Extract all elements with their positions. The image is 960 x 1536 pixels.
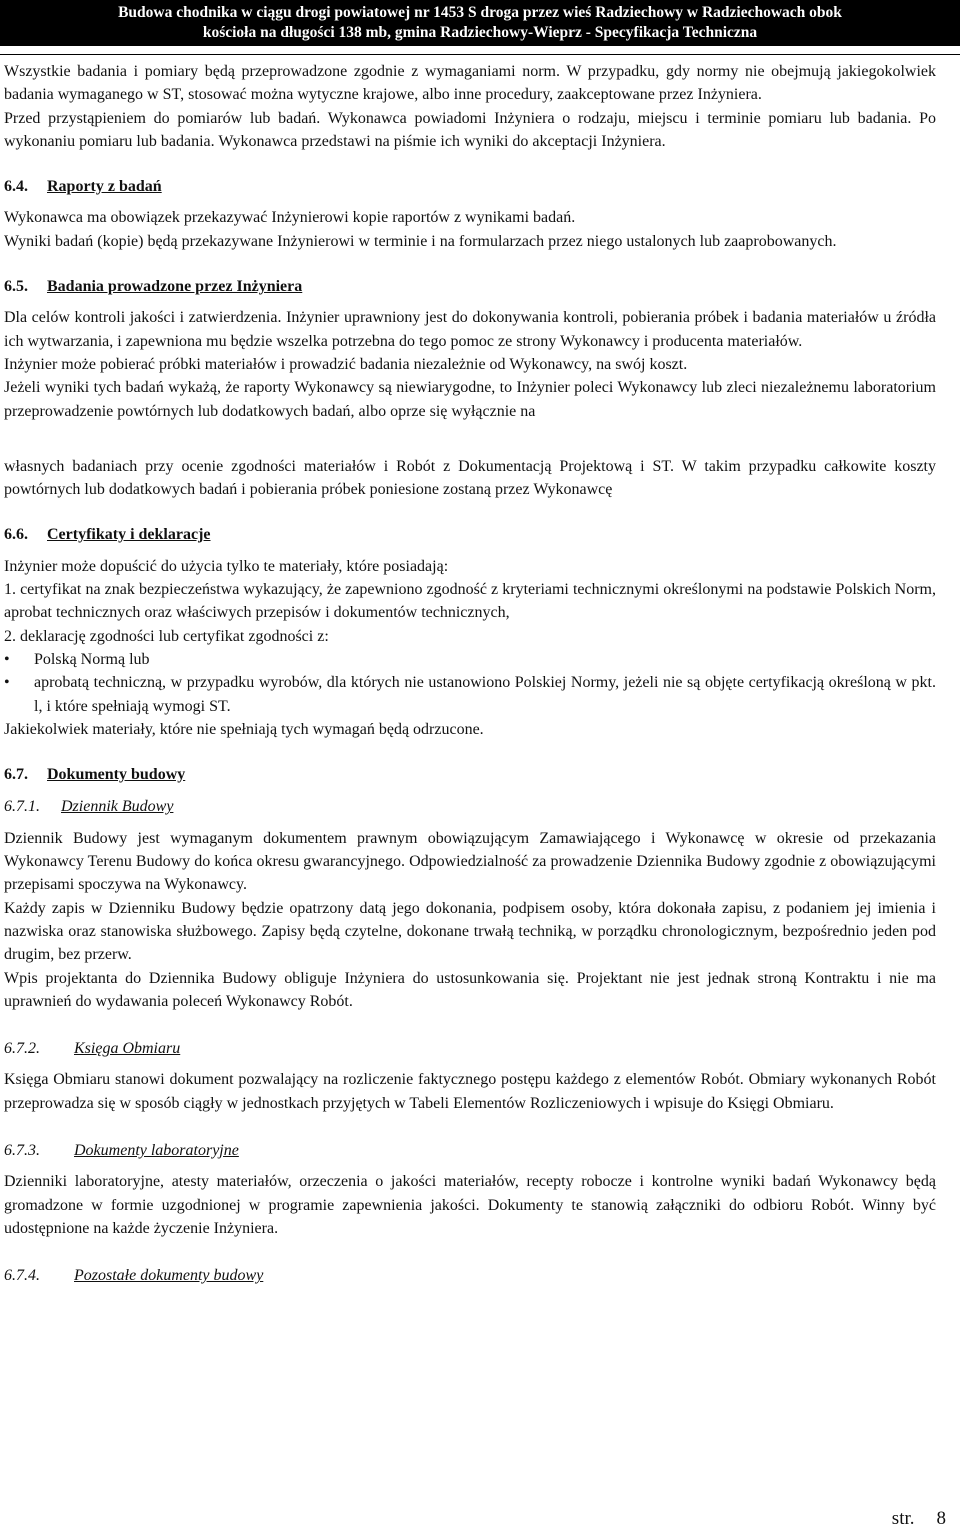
bullet-item: • aprobatą techniczną, w przypadku wyrobów, dla których nie ustanowiono Polskiej Normy, jeżeli nie są objęte certyfikacją określoną w pkt. l, i które spełniają wymogi ST. xyxy=(4,674,936,715)
list-item: 2. deklarację zgodności lub certyfikat zgodności z: xyxy=(4,627,329,645)
page-gap xyxy=(4,423,936,455)
subsection-heading-6-7-4: 6.7.4. Pozostałe dokumenty budowy xyxy=(4,1267,264,1285)
subsection-heading-6-7-1: 6.7.1. Dziennik Budowy xyxy=(4,798,174,816)
paragraph: Jakiekolwiek materiały, które nie spełniają tych wymagań będą odrzucone. xyxy=(4,720,484,738)
list-item: 1. certyfikat na znak bezpieczeństwa wykazujący, że zapewniono zgodność z kryteriami technicznymi określonymi na podstawie Polskich Norm, aprobat technicznych oraz właściwych przepisów i dokumentów technicznych, xyxy=(4,581,936,622)
paragraph: Wyniki badań (kopie) będą przekazywane Inżynierowi w terminie i na formularzach przez niego ustalonych lub zaaprobowanych. xyxy=(4,232,837,250)
bullet-item: • Polską Normą lub xyxy=(4,650,150,668)
paragraph: Jeżeli wyniki tych badań wykażą, że raporty Wykonawcy są niewiarygodne, to Inżynier poleci Wykonawcy lub zleci niezależnemu laboratorium przeprowadzenie powtórnych lub dodatkowych badań, albo oprze się wyłącznie na xyxy=(4,379,936,420)
paragraph: Księga Obmiaru stanowi dokument pozwalający na rozliczenie faktycznego postępu każdego z elementów Robót. Obmiary wykonanych Robót przeprowadza się w sposób ciągły w jednostkach przyjętych w Tabeli Elementów Rozliczeniowych i wpisuje do Księgi Obmiaru. xyxy=(4,1071,936,1112)
document-body xyxy=(4,60,936,1295)
paragraph: Wszystkie badania i pomiary będą przeprowadzone zgodnie z wymaganiami norm. W przypadku, gdy normy nie obejmują jakiegokolwiek badania wymaganego w ST, stosować można wytyczne krajowe, albo inne procedury, zaakceptowane przez Inżyniera. xyxy=(4,63,936,104)
header-rule xyxy=(0,54,960,55)
paragraph: Przed przystąpieniem do pomiarów lub badań. Wykonawca powiadomi Inżyniera o rodzaju, miejscu i terminie pomiaru lub badania. Po wykonaniu pomiaru lub badania. Wykonawca przedstawi na piśmie ich wyniki do akceptacji Inżyniera. xyxy=(4,109,936,150)
header-line-2: kościoła na długości 138 mb, gmina Radziechowy-Wieprz - Specyfikacja Techniczna xyxy=(202,24,758,41)
running-header xyxy=(0,0,960,46)
paragraph: Każdy zapis w Dzienniku Budowy będzie opatrzony datą jego dokonania, podpisem osoby, która dokonała zapisu, z podaniem jej imienia i nazwiska oraz stanowiska służbowego. Zapisy będą czytelne, dokonane trwałą techniką, w porządku chronologicznym, bezpośrednio jeden pod drugim, bez przerw. xyxy=(4,899,936,964)
paragraph: Wpis projektanta do Dziennika Budowy obliguje Inżyniera do ustosunkowania się. Projektant nie jest jednak stroną Kontraktu i nie ma uprawnień do wydawania poleceń Wykonawcy Robót. xyxy=(4,969,936,1010)
section-heading-6-4: 6.4. Raporty z badań xyxy=(4,178,162,196)
paragraph: Inżynier może pobierać próbki materiałów i prowadzić badania niezależnie od Wykonawcy, na swój koszt. xyxy=(4,355,688,373)
section-heading-6-7: 6.7. Dokumenty budowy xyxy=(4,766,186,784)
paragraph: Dziennik Budowy jest wymaganym dokumentem prawnym obowiązującym Zamawiającego i Wykonawcę w okresie od przekazania Wykonawcy Terenu Budowy do końca okresu gwarancyjnego. Odpowiedzialność za prowadzenie Dziennika Budowy zgodnie z obowiązującymi przepisami spoczywa na Wykonawcy. xyxy=(4,829,936,894)
paragraph: własnych badaniach przy ocenie zgodności materiałów i Robót z Dokumentacją Projektową i ST. W takim przypadku całkowite koszty powtórnych lub dodatkowych badań i pobierania próbek poniesione zostaną przez Wykonawcę xyxy=(4,457,936,499)
paragraph: Dla celów kontroli jakości i zatwierdzenia. Inżynier uprawniony jest do dokonywania kontroli, pobierania próbek i badania materiałów u źródła ich wytwarzania, i zapewniona mu będzie wszelka potrzebna do tego pomoc ze strony Wykonawcy i producenta materiałów. xyxy=(4,309,936,350)
page-number xyxy=(870,1508,946,1530)
paragraph: Inżynier może dopuścić do użycia tylko te materiały, które posiadają: xyxy=(4,557,449,575)
paragraph: Wykonawca ma obowiązek przekazywać Inżynierowi kopie raportów z wynikami badań. xyxy=(4,209,576,227)
paragraph: Dzienniki laboratoryjne, atesty materiałów, orzeczenia o jakości materiałów, recepty robocze i kontrolne wyniki badań Wykonawcy będą gromadzone w formie uzgodnionej w programie zapewnienia jakości. Dokumenty te stanowią załączniki do odbioru Robót. Winny być udostępnione na każde życzenie Inżyniera. xyxy=(4,1173,936,1237)
page-label: str. xyxy=(891,1508,915,1529)
section-heading-6-6: 6.6. Certyfikaty i deklaracje xyxy=(4,526,211,544)
subsection-heading-6-7-2: 6.7.2. Księga Obmiaru xyxy=(4,1040,181,1058)
header-line-1: Budowa chodnika w ciągu drogi powiatowej nr 1453 S droga przez wieś Radziechowy w Radziechowach obok xyxy=(118,4,842,21)
subsection-heading-6-7-3: 6.7.3. Dokumenty laboratoryjne xyxy=(4,1141,239,1159)
page-value: 8 xyxy=(936,1508,946,1529)
section-heading-6-5: 6.5. Badania prowadzone przez Inżyniera xyxy=(4,278,303,296)
